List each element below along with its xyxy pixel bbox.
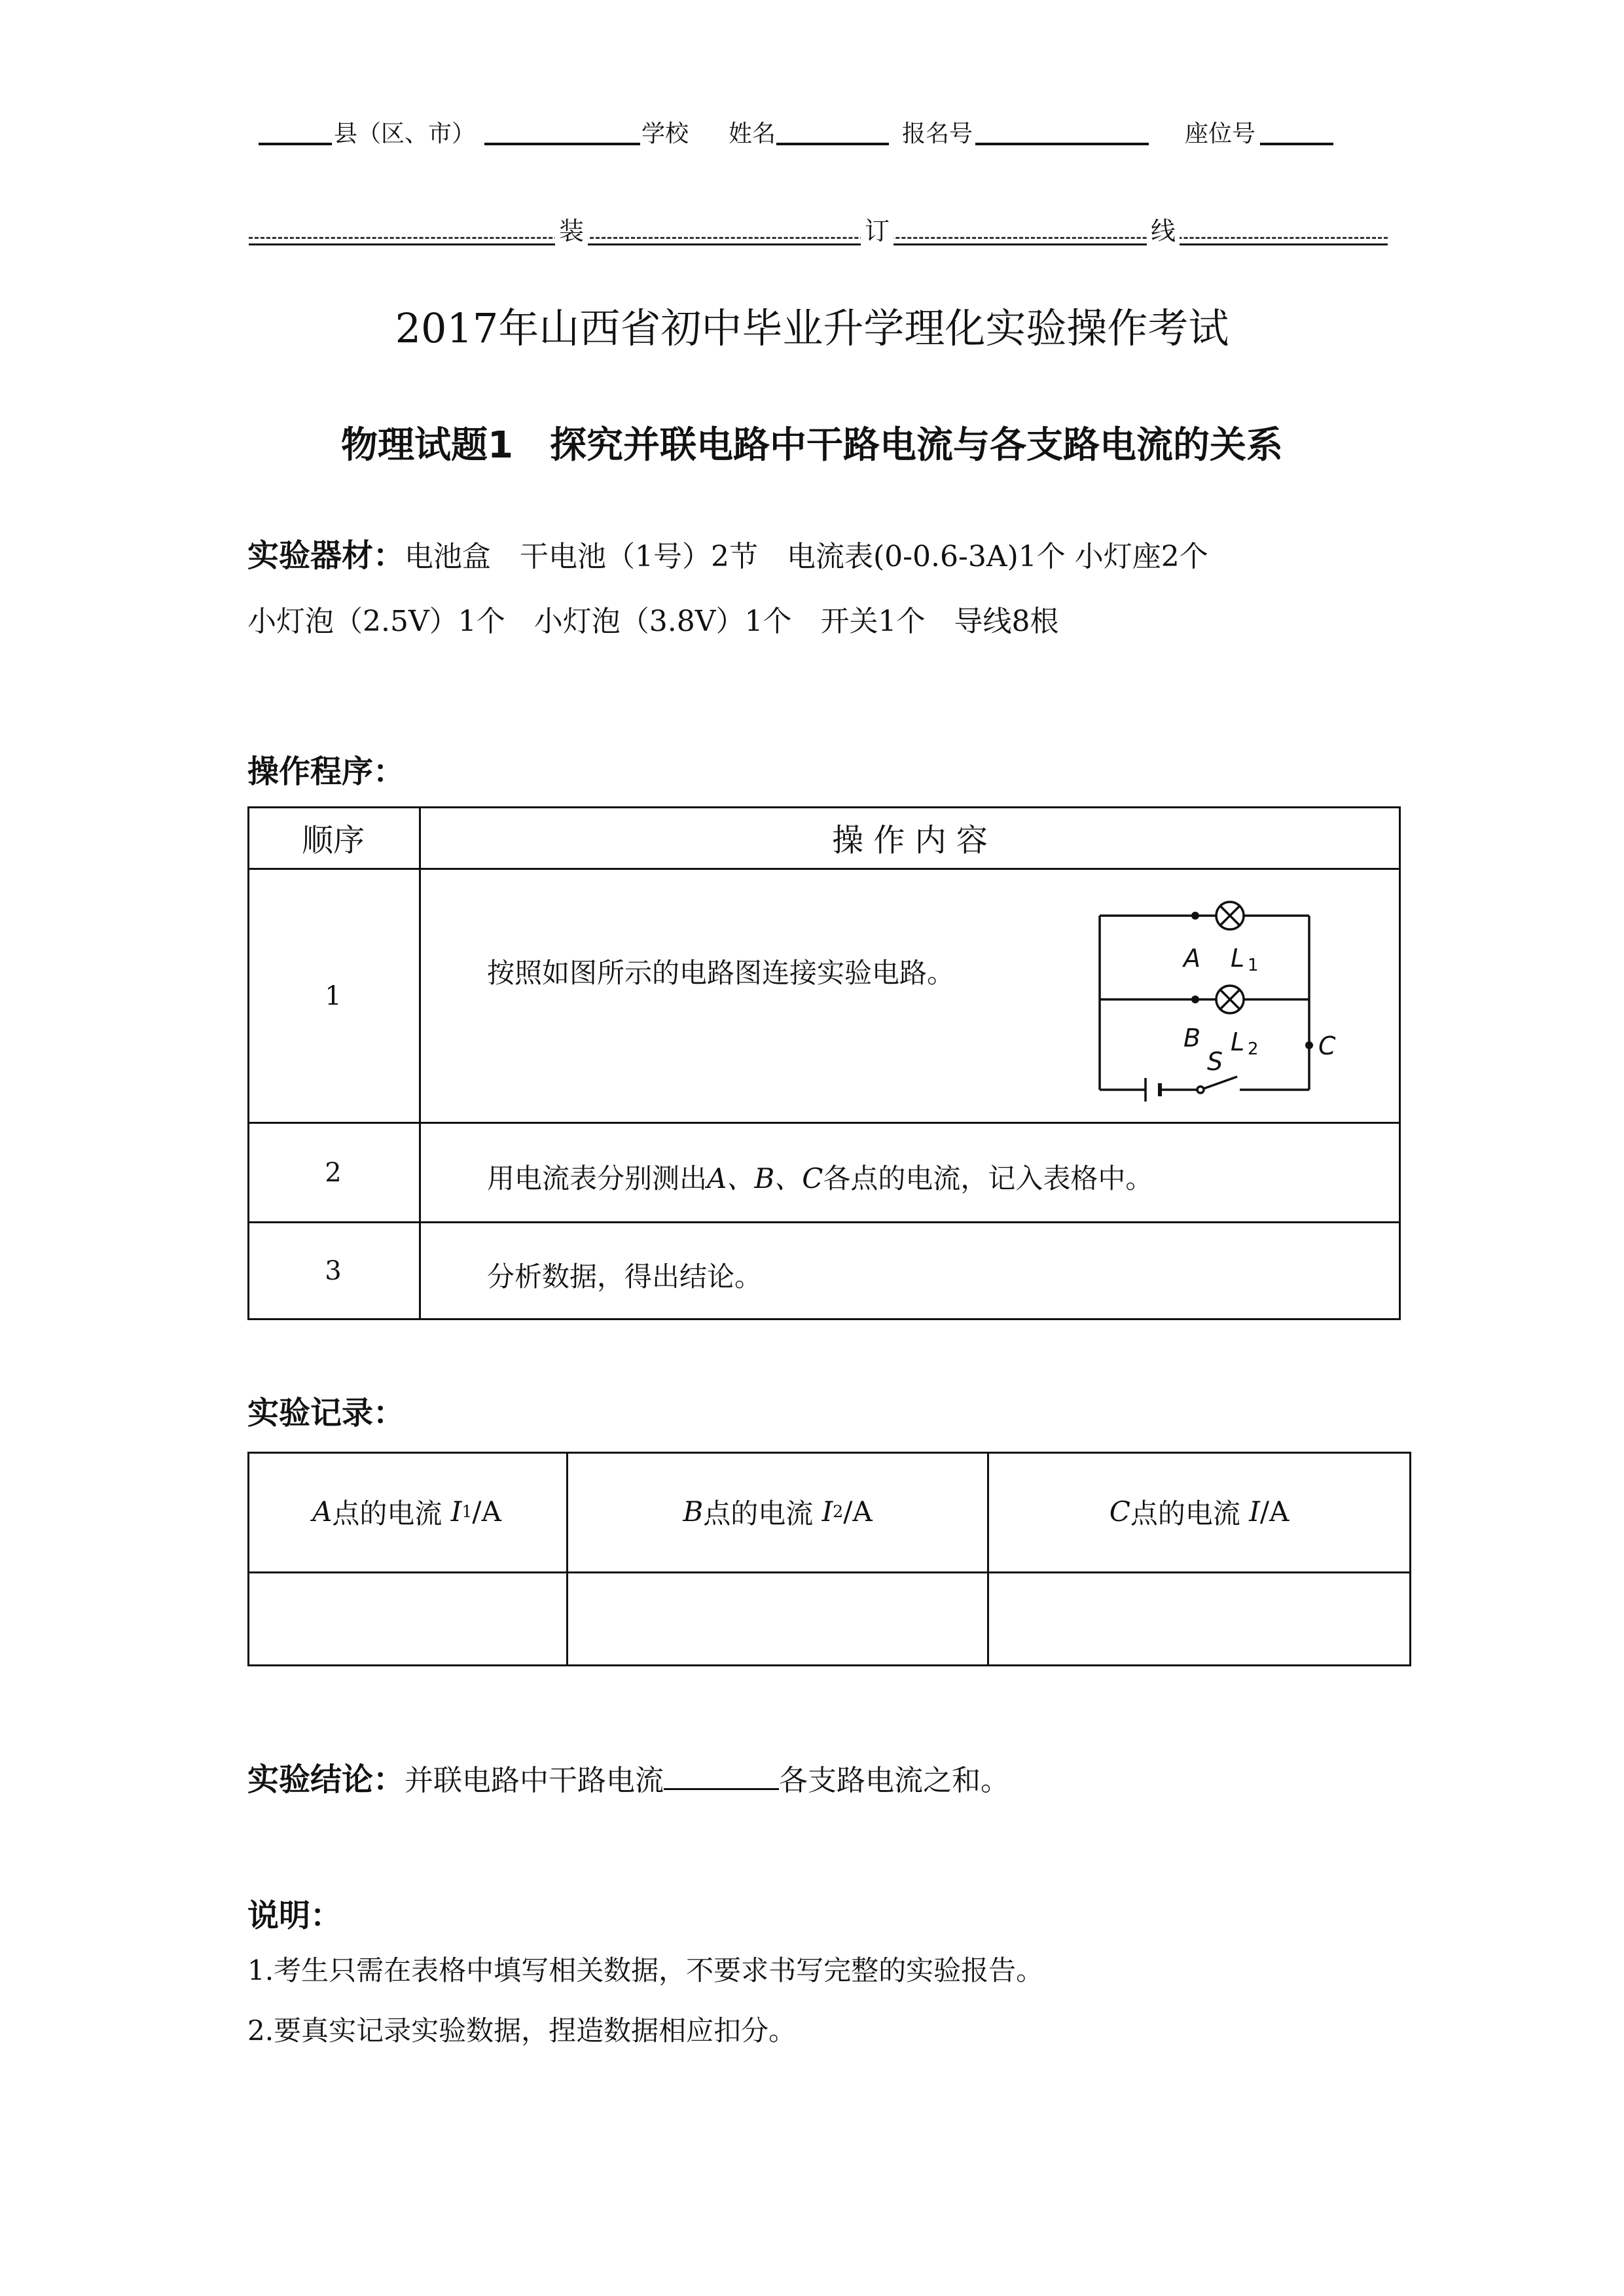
conclusion-pre: 并联电路中干路电流 [405, 1764, 664, 1797]
switch [1197, 1086, 1204, 1093]
conclusion-post: 各支路电流之和。 [779, 1764, 1010, 1797]
junction-a [1191, 912, 1199, 920]
record-input-b[interactable] [568, 1573, 987, 1664]
record-header-a-point: A [312, 1496, 333, 1528]
question-title: 物理试题1 探究并联电路中干路电流与各支路电流的关系 [341, 424, 1283, 467]
conclusion-section [247, 1754, 1009, 1799]
conclusion-label: 实验结论： [247, 1761, 405, 1798]
col-content-header: 操 作 内 容 [832, 821, 988, 859]
col-order-header: 顺序 [301, 821, 365, 859]
record-table [247, 1452, 1411, 1666]
school-label: 学校 [641, 120, 689, 147]
binding-char-1: 装 [555, 211, 588, 247]
step-1-order: 1 [325, 980, 342, 1011]
label-l1: L [1231, 944, 1245, 973]
record-header-c-unit: /A [1259, 1496, 1290, 1528]
reg-no-label: 报名号 [902, 120, 973, 147]
conclusion-blank[interactable] [664, 1762, 779, 1790]
record-header-a-unit: /A [472, 1496, 501, 1528]
label-b: B [1183, 1024, 1201, 1052]
label-l1-sub: 1 [1248, 956, 1259, 975]
record-input-c[interactable] [989, 1573, 1409, 1664]
record-header-b-unit: /A [843, 1496, 873, 1528]
materials-line1: 电池盒 干电池（1号）2节 电流表(0-0.6-3A)1个 小灯座2个 [405, 540, 1208, 573]
record-label: 实验记录： [247, 1395, 405, 1431]
label-s: S [1207, 1047, 1223, 1076]
materials-label: 实验器材： [247, 537, 405, 574]
record-header-b-symbol: I [821, 1496, 833, 1528]
label-a: A [1183, 944, 1200, 973]
record-header-a-sub: 1 [461, 1502, 473, 1521]
record-header-b-point: B [683, 1496, 704, 1528]
record-header-b-sub: 2 [833, 1502, 844, 1521]
exam-title: 2017年山西省初中毕业升学理化实验操作考试 [395, 304, 1229, 352]
step-2-post: 各点的电流，记入表格中。 [823, 1162, 1153, 1194]
record-header-c [989, 1452, 1409, 1571]
notes-label: 说明： [247, 1897, 342, 1934]
materials-section [247, 530, 1413, 639]
step-2-points: A、B、C [707, 1162, 823, 1194]
junction-c [1305, 1041, 1313, 1049]
name-label: 姓名 [729, 120, 776, 147]
step-2-order: 2 [325, 1157, 342, 1188]
junction-b [1191, 996, 1199, 1003]
label-l2: L [1231, 1028, 1245, 1056]
record-header-a-text: 点的电流 [332, 1497, 442, 1530]
step-1-text: 按照如图所示的电路图连接实验电路。 [487, 957, 955, 989]
header-form [0, 0, 1624, 170]
record-header-b [568, 1452, 987, 1571]
procedure-table [247, 806, 1401, 1320]
record-input-a[interactable] [249, 1573, 566, 1664]
binding-char-3: 线 [1147, 211, 1180, 247]
county-label: 县（区、市） [334, 120, 476, 147]
note-item: 1.考生只需在表格中填写相关数据，不要求书写完整的实验报告。 [247, 1954, 1044, 1986]
note-item: 2.要真实记录实验数据，捏造数据相应扣分。 [247, 2015, 797, 2047]
procedure-label: 操作程序： [247, 753, 405, 790]
record-header-c-text: 点的电流 [1130, 1497, 1240, 1530]
record-header-c-symbol: I [1249, 1496, 1260, 1528]
step-2-pre: 用电流表分别测出 [487, 1162, 708, 1194]
record-header-a [247, 1452, 566, 1571]
record-header-b-text: 点的电流 [703, 1497, 814, 1530]
circuit-diagram [1092, 888, 1367, 1104]
step-3-order: 3 [325, 1255, 342, 1286]
label-l2-sub: 2 [1248, 1039, 1259, 1059]
step-2-text [487, 1157, 1153, 1196]
binding-line [249, 209, 1388, 249]
binding-char-2: 订 [861, 211, 893, 247]
step-3-text: 分析数据，得出结论。 [487, 1261, 763, 1293]
label-c: C [1318, 1031, 1336, 1060]
materials-line2: 小灯泡（2.5V）1个 小灯泡（3.8V）1个 开关1个 导线8根 [247, 605, 1059, 638]
seat-label: 座位号 [1185, 120, 1256, 147]
record-header-a-symbol: I [450, 1496, 462, 1528]
record-header-c-point: C [1109, 1496, 1130, 1528]
